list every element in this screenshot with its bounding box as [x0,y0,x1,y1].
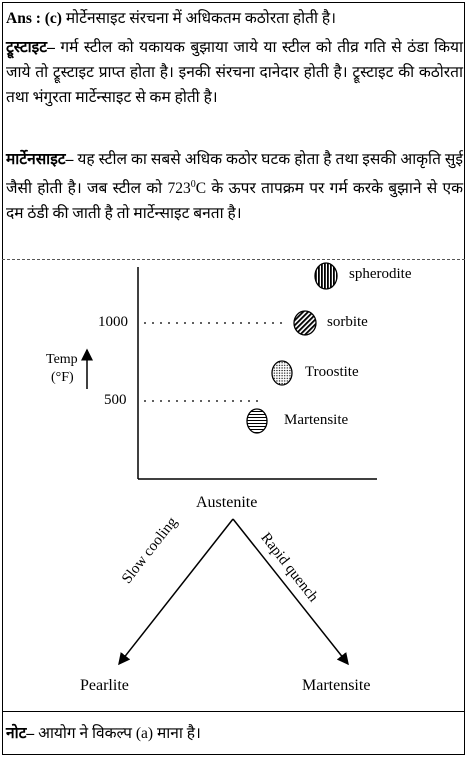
note-line [6,721,463,746]
troostite-body: गर्म स्टील को यकायक बुझाया जाये या स्टील को तीव्र गति से ठंडा किया जाये तो ट्रूस्टाइट प्राप्त होता है। इनकी संरचना दानेदार होती है। ट्रूस्टाइट की कठोरता तथा भंगुरता मार्टेन्साइट से कम होती है। [6,39,463,106]
martensite-marker [247,409,267,433]
note-option: (a) [135,725,154,742]
tick-label-1000: 1000 [98,314,128,330]
spherodite-marker [315,263,337,289]
note-heading: नोट– [6,725,35,742]
martensite-heading: मार्टेनसाइट– [6,151,74,168]
martensite-structure-label: Martensite [284,412,349,428]
pearlite-label: Pearlite [80,677,129,694]
answer-prefix: Ans : [6,10,41,27]
tick-label-500: 500 [104,392,127,408]
note-text-start: आयोग ने विकल्प [38,725,132,742]
sorbite-label: sorbite [327,314,368,330]
note-divider [2,711,465,712]
sorbite-marker [294,311,316,335]
austenite-label: Austenite [196,494,258,511]
rapid-quench-label: Rapid quench [257,530,322,606]
answer-text: मोर्टेनसाइट संरचना में अधिकतम कठोरता होती है। [65,10,336,27]
martensite-body-end: C के ऊपर तापक्रम पर गर्म करके बुझाने से एक दम ठंडी की जाती है तो मार्टेन्साइट बनता है। [6,180,463,223]
degree-superscript: 0 [190,179,196,190]
slow-cooling-arrow [119,519,233,664]
troostite-label: Troostite [305,364,359,380]
martensite-body-start: यह स्टील का सबसे अधिक कठोर घटक होता है तथा इसकी आकृति सुई जैसी होती है। जब स्टील को 723 [6,151,464,198]
note-text-end: माना है। [156,725,201,742]
temp-unit-label: (°F) [51,370,74,385]
spherodite-label: spherodite [349,266,412,282]
temp-label: Temp [46,352,78,367]
martensite-result-label: Martensite [302,677,371,694]
troostite-heading: ट्रूस्टाइट– [6,39,55,56]
troostite-marker [272,361,292,385]
rapid-quench-arrow [233,519,348,664]
answer-option: (c) [44,10,62,27]
slow-cooling-label: Slow cooling [119,514,181,587]
